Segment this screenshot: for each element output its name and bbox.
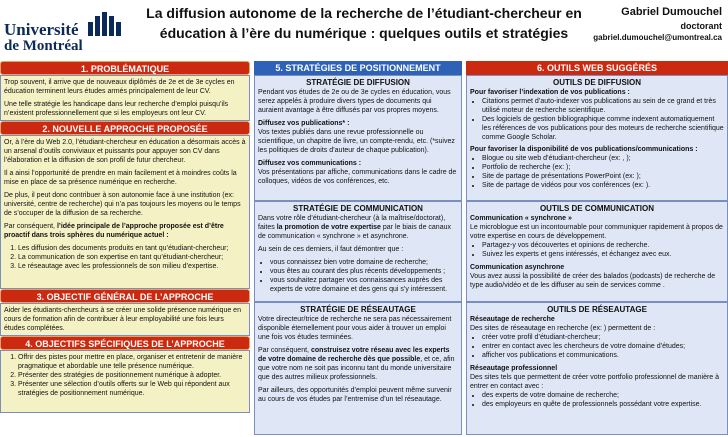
list-item: • Site de partage de présentations PowerPoint (ex: ); bbox=[482, 172, 724, 181]
section-4-title: 4. OBJECTIFS SPÉCIFIQUES DE L’APPROCHE bbox=[0, 336, 250, 350]
section-4-body bbox=[0, 350, 250, 413]
availability-list bbox=[470, 154, 724, 190]
logo-emblem-icon bbox=[86, 10, 122, 38]
networking-strategy-title: STRATÉGIE DE RÉSEAUTAGE bbox=[300, 305, 416, 314]
list-item: • Des logiciels de gestion bibliographique comme indexent automatiquement les références de vos publications pour des moteurs de recherche scientifique comme Google Scholar. bbox=[482, 115, 724, 142]
section-3-body bbox=[0, 303, 250, 336]
s2-paragraph-3: De plus, il peut donc contribuer à son autonomie face à une institution (ex: université, centre de recherche) qui n’a pas toujours les moyens ou le temps de s’occuper de la diffusion de sa recherche. bbox=[4, 192, 241, 217]
list-item: • Suivez les experts et gens intéressés, et échangez avec eux. bbox=[482, 250, 724, 259]
list-item: • des experts de votre domaine de recherche; bbox=[482, 391, 724, 400]
communication-paragraph-2: Au sein de ces derniers, il faut démontrer que : bbox=[258, 246, 404, 253]
list-item: • entrer en contact avec les chercheurs de votre domaine d’études; bbox=[482, 342, 724, 351]
communication-tools-title: OUTILS DE COMMUNICATION bbox=[539, 204, 655, 213]
research-network-paragraph: Des sites de réseautage en recherche (ex: ) permettent de : bbox=[470, 325, 656, 332]
communication-tools-box bbox=[466, 201, 728, 302]
diffusion-paragraph-1: Pendant vos études de 2e ou de 3e cycles en éducation, vous serez appelés à produire divers types de documents qui auraient avantage à être diffusés par vos propres moyens. bbox=[258, 89, 451, 114]
sync-paragraph: Le microblogue est un incontournable pour communiquer rapidement à propos de votre expertise en cours de développement. bbox=[470, 224, 723, 240]
list-item: • Citations permet d’auto-indexer vos publications au sein de ce grand et très utilisé moteur de recherche scientifique. bbox=[482, 97, 724, 115]
university-logo bbox=[4, 8, 128, 56]
diffusion-tools-box bbox=[466, 75, 728, 201]
diffusion-tools-title: OUTILS DE DIFFUSION bbox=[553, 78, 641, 87]
author-name: Gabriel Dumouchel bbox=[621, 6, 722, 18]
diffusion-pub-heading: Diffusez vos publications* : bbox=[258, 120, 350, 127]
s2-paragraph-1: Or, à l’ère du Web 2.0, l’étudiant-chercheur en éducation a désormais accès à un arsenal d’outils conviviaux et puissants pour appuyer son CV dans l’élaboration et la diffusion de son profil de futur chercheur. bbox=[4, 139, 246, 164]
s2-p4-prefix: Par conséquent, bbox=[4, 223, 57, 230]
pro-network-heading: Réseautage professionnel bbox=[470, 365, 558, 372]
communication-strategy-title: STRATÉGIE DE COMMUNICATION bbox=[293, 204, 423, 213]
column-2 bbox=[254, 61, 462, 435]
section-1-body bbox=[0, 75, 250, 121]
section-1-title: 1. PROBLÉMATIQUE bbox=[0, 61, 250, 75]
diffusion-comm-text: Vos présentations par affiche, communications dans le cadre de colloques, vidéos de vos conférences, etc. bbox=[258, 169, 457, 185]
networking-paragraph-3: Par ailleurs, des opportunités d’emploi peuvent même survenir au cours de vos études par l’entremise d’un tel réseautage. bbox=[258, 387, 452, 403]
net-p2-bold: construisez votre réseau avec les experts de votre domaine de recherche dès que possible bbox=[258, 347, 450, 363]
diffusion-pub-text: Vos textes publiés dans une revue professionnelle ou scientifique, un chapitre de livre, un compte-rendu, etc. (*suivez les politiques de droits d’auteur de chaque publication). bbox=[258, 129, 455, 154]
s3-paragraph-1: Aider les étudiants-chercheurs à se créer une solide présence numérique en cours de formation afin de contribuer à leur employabilité une fois leurs études complétées. bbox=[4, 307, 241, 332]
s2-paragraph-4 bbox=[4, 222, 246, 240]
list-item: • Blogue ou site web d’étudiant-chercheur (ex: , ); bbox=[482, 154, 724, 163]
section-2-body bbox=[0, 135, 250, 289]
diffusion-strategy-title: STRATÉGIE DE DIFFUSION bbox=[306, 78, 410, 87]
section-5-title: 5. STRATÉGIES DE POSITIONNEMENT bbox=[254, 61, 462, 75]
research-network-heading: Réseautage de recherche bbox=[470, 316, 555, 323]
comm-p1-c: par le biais de canaux de communication « synchrone » et asynchrone. bbox=[258, 224, 451, 240]
net-p2-a: Par conséquent, bbox=[258, 347, 311, 354]
communication-strategy-box bbox=[254, 201, 462, 302]
list-item: 1. Offrir des pistes pour mettre en place, organiser et entretenir de manière pragmatique et abordable une telle présence numérique. bbox=[18, 353, 246, 371]
list-item: • des employeurs en quête de professionnels possédant votre expertise. bbox=[482, 400, 724, 409]
author-email[interactable]: gabriel.dumouchel@umontreal.ca bbox=[593, 33, 722, 42]
s1-paragraph-2: Une telle stratégie les handicape dans leur recherche d’emploi puisqu’ils n’existent professionnellement que si les employeurs ont leur CV. bbox=[4, 101, 229, 117]
networking-tools-title: OUTILS DE RÉSEAUTAGE bbox=[547, 305, 647, 314]
s2-p4-bold: l’idée principale de l’approche proposée est d’être proactif dans trois sphères du numérique actuel : bbox=[4, 223, 224, 239]
research-network-list bbox=[470, 333, 724, 360]
comm-p1-bold: la promotion de votre expertise bbox=[276, 224, 381, 231]
communication-paragraph-1 bbox=[258, 214, 458, 241]
title-line1: La diffusion autonome de la recherche de l’étudiant-chercheur en bbox=[146, 5, 582, 21]
indexation-heading: Pour favoriser l’indexation de vos publications : bbox=[470, 89, 630, 96]
column-1 bbox=[0, 61, 250, 413]
author-role: doctorant bbox=[680, 21, 722, 31]
async-paragraph: Vous avez aussi la possibilité de créer des balados (podcasts) de recherche de type audio/vidéo et de les diffuser au sein de services comme . bbox=[470, 273, 716, 289]
networking-paragraph-2 bbox=[258, 346, 458, 382]
s2-list bbox=[4, 244, 246, 271]
s4-list bbox=[4, 353, 246, 398]
networking-strategy-box bbox=[254, 302, 462, 435]
author-block bbox=[592, 6, 722, 42]
list-item: 3. Le réseautage avec les professionnels de son milieu d’expertise. bbox=[18, 262, 246, 271]
availability-heading: Pour favoriser la disponibilité de vos publications/communications : bbox=[470, 146, 698, 153]
list-item: 3. Présenter une sélection d’outils offerts sur le Web qui répondent aux stratégies de positionnement numérique. bbox=[18, 380, 246, 398]
s1-paragraph-1: Trop souvent, il arrive que de nouveaux diplômés de 2e et de 3e cycles en éducation terminent leurs études armés principalement de leur CV. bbox=[4, 79, 235, 95]
networking-paragraph-1: Votre directeur/trice de recherche ne sera pas nécessairement disponible éternellement pour vous aider à trouver un emploi une fois vos études terminées. bbox=[258, 316, 452, 341]
list-item: • Portfolio de recherche (ex: ); bbox=[482, 163, 724, 172]
sync-list bbox=[470, 241, 724, 259]
logo-line2: de Montréal bbox=[4, 38, 83, 54]
diffusion-comm-heading: Diffusez vos communications : bbox=[258, 160, 362, 167]
logo-line1: Université bbox=[4, 20, 79, 39]
section-2-title: 2. NOUVELLE APPROCHE PROPOSÉE bbox=[0, 121, 250, 135]
pro-network-paragraph: Des sites tels que permettent de créer votre portfolio professionnel de manière à entrer en contact avec : bbox=[470, 374, 720, 390]
net-p2-c: , et ce, afin que votre nom ne soit pas inconnu tant du monde universitaire que des autres milieux professionnels. bbox=[258, 356, 455, 381]
list-item: 2. La communication de son expertise en tant qu’étudiant-chercheur; bbox=[18, 253, 246, 262]
sync-heading: Communication « synchrone » bbox=[470, 215, 572, 222]
networking-tools-box bbox=[466, 302, 728, 435]
list-item: • afficher vos publications et communications. bbox=[482, 351, 724, 360]
poster-title bbox=[130, 3, 598, 43]
column-3 bbox=[466, 61, 728, 435]
comm-p1-a: Dans votre rôle d’étudiant-chercheur (à la maîtrise/doctorat), faites bbox=[258, 215, 446, 231]
section-6-title: 6. OUTILS WEB SUGGÉRÉS bbox=[466, 61, 728, 75]
list-item: • créer votre profil d’étudiant-chercheur; bbox=[482, 333, 724, 342]
list-item: • vous souhaitez partager vos connaissances auprès des experts de votre domaine et des gens qui s’y intéressent. bbox=[270, 276, 458, 294]
list-item: • vous connaissez bien votre domaine de recherche; bbox=[270, 258, 458, 267]
list-item: • Site de partage de vidéos pour vos conférences (ex: ). bbox=[482, 181, 724, 190]
list-item: • Partagez-y vos découvertes et opinions de recherche. bbox=[482, 241, 724, 250]
section-3-title: 3. OBJECTIF GÉNÉRAL DE L’APPROCHE bbox=[0, 289, 250, 303]
async-heading: Communication asynchrone bbox=[470, 264, 565, 271]
pro-network-list bbox=[470, 391, 724, 409]
communication-list bbox=[258, 258, 458, 294]
list-item: 1. Les diffusion des documents produits en tant qu’étudiant-chercheur; bbox=[18, 244, 246, 253]
list-item: • vous êtes au courant des plus récents développements ; bbox=[270, 267, 458, 276]
title-line2: éducation à l’ère du numérique : quelques outils et stratégies bbox=[159, 25, 569, 41]
list-item: 2. Présenter des stratégies de positionnement numérique à adopter. bbox=[18, 371, 246, 380]
diffusion-strategy-box bbox=[254, 75, 462, 201]
s2-paragraph-2: Il a ainsi l’opportunité de prendre en main facilement et à moindres coûts la mise en place de sa présence numérique en recherche. bbox=[4, 170, 237, 186]
indexation-list bbox=[470, 97, 724, 142]
